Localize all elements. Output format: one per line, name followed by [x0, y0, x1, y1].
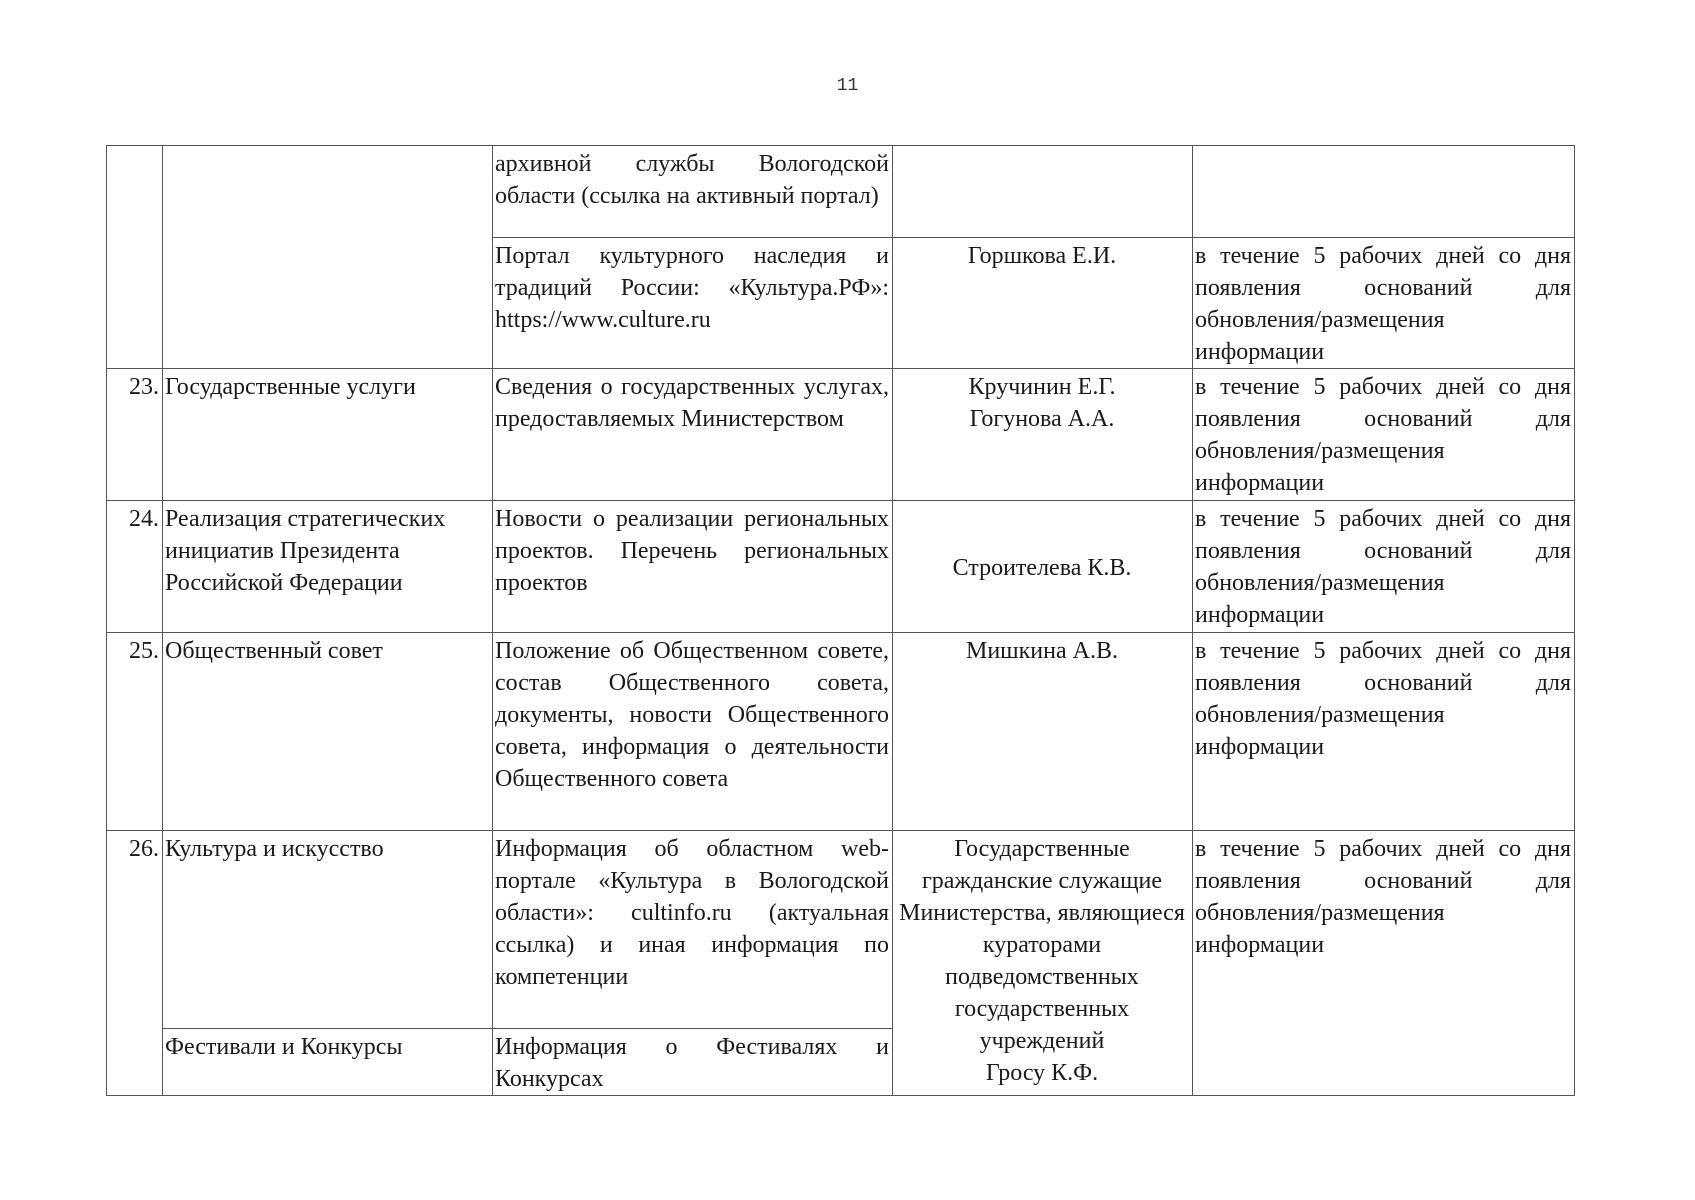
section-cell: Реализация стратегических инициатив Президента Российской Федерации	[163, 501, 493, 633]
responsible-cell: Мишкина А.В.	[893, 633, 1193, 831]
section-cell	[163, 146, 493, 369]
responsible-name: Кручинин Е.Г.	[968, 374, 1116, 400]
term-cell: в течение 5 рабочих дней со дня появления оснований для обновления/размещения информации	[1193, 501, 1575, 633]
row-number-cell: 24.	[107, 501, 163, 633]
table-row	[107, 369, 1575, 501]
responsible-cell: Горшкова Е.И.	[893, 238, 1193, 369]
responsible-name: Гросу К.Ф.	[985, 1060, 1099, 1086]
term-cell: в течение 5 рабочих дней со дня появления оснований для обновления/размещения информации	[1193, 369, 1575, 501]
term-cell: в течение 5 рабочих дней со дня появления оснований для обновления/размещения информации	[1193, 238, 1575, 369]
content-cell: Сведения о государственных услугах, предоставляемых Министерством	[493, 369, 893, 501]
table-row	[107, 633, 1575, 831]
responsible-cell: Строителева К.В.	[893, 501, 1193, 633]
section-cell: Общественный совет	[163, 633, 493, 831]
table-row	[107, 831, 1575, 1029]
content-cell: Новости о реализации региональных проектов. Перечень региональных проектов	[493, 501, 893, 633]
responsible-cell	[893, 146, 1193, 238]
content-cell: Портал культурного наследия и традиций России: «Культура.РФ»: https://www.culture.ru	[493, 238, 893, 369]
content-cell: Информация о Фестивалях и Конкурсах	[493, 1029, 893, 1096]
term-cell: в течение 5 рабочих дней со дня появления оснований для обновления/размещения информации	[1193, 831, 1575, 1096]
responsible-text: Государственные гражданские служащие Министерства, являющиеся кураторами подведомственных государственных учреждений	[899, 836, 1185, 1054]
responsible-cell	[893, 831, 1193, 1096]
section-cell: Государственные услуги	[163, 369, 493, 501]
responsible-cell	[893, 369, 1193, 501]
page-number: 11	[836, 76, 859, 96]
content-cell: Положение об Общественном совете, состав Общественного совета, документы, новости Общественного совета, информация о деятельности Общественного совета	[493, 633, 893, 831]
responsible-name: Гогунова А.А.	[969, 406, 1115, 432]
table-row	[107, 146, 1575, 238]
document-table	[106, 145, 1575, 1096]
term-cell	[1193, 146, 1575, 238]
row-number-cell: 25.	[107, 633, 163, 831]
row-number-cell: 23.	[107, 369, 163, 501]
row-number-cell: 26.	[107, 831, 163, 1096]
content-cell: архивной службы Вологодской области (ссылка на активный портал)	[493, 146, 893, 238]
section-cell: Культура и искусство	[163, 831, 493, 1029]
term-cell: в течение 5 рабочих дней со дня появления оснований для обновления/размещения информации	[1193, 633, 1575, 831]
row-number-cell	[107, 146, 163, 369]
table-row	[107, 501, 1575, 633]
section-cell: Фестивали и Конкурсы	[163, 1029, 493, 1096]
content-cell: Информация об областном web-портале «Культура в Вологодской области»: cultinfo.ru (актуальная ссылка) и иная информация по компетенции	[493, 831, 893, 1029]
